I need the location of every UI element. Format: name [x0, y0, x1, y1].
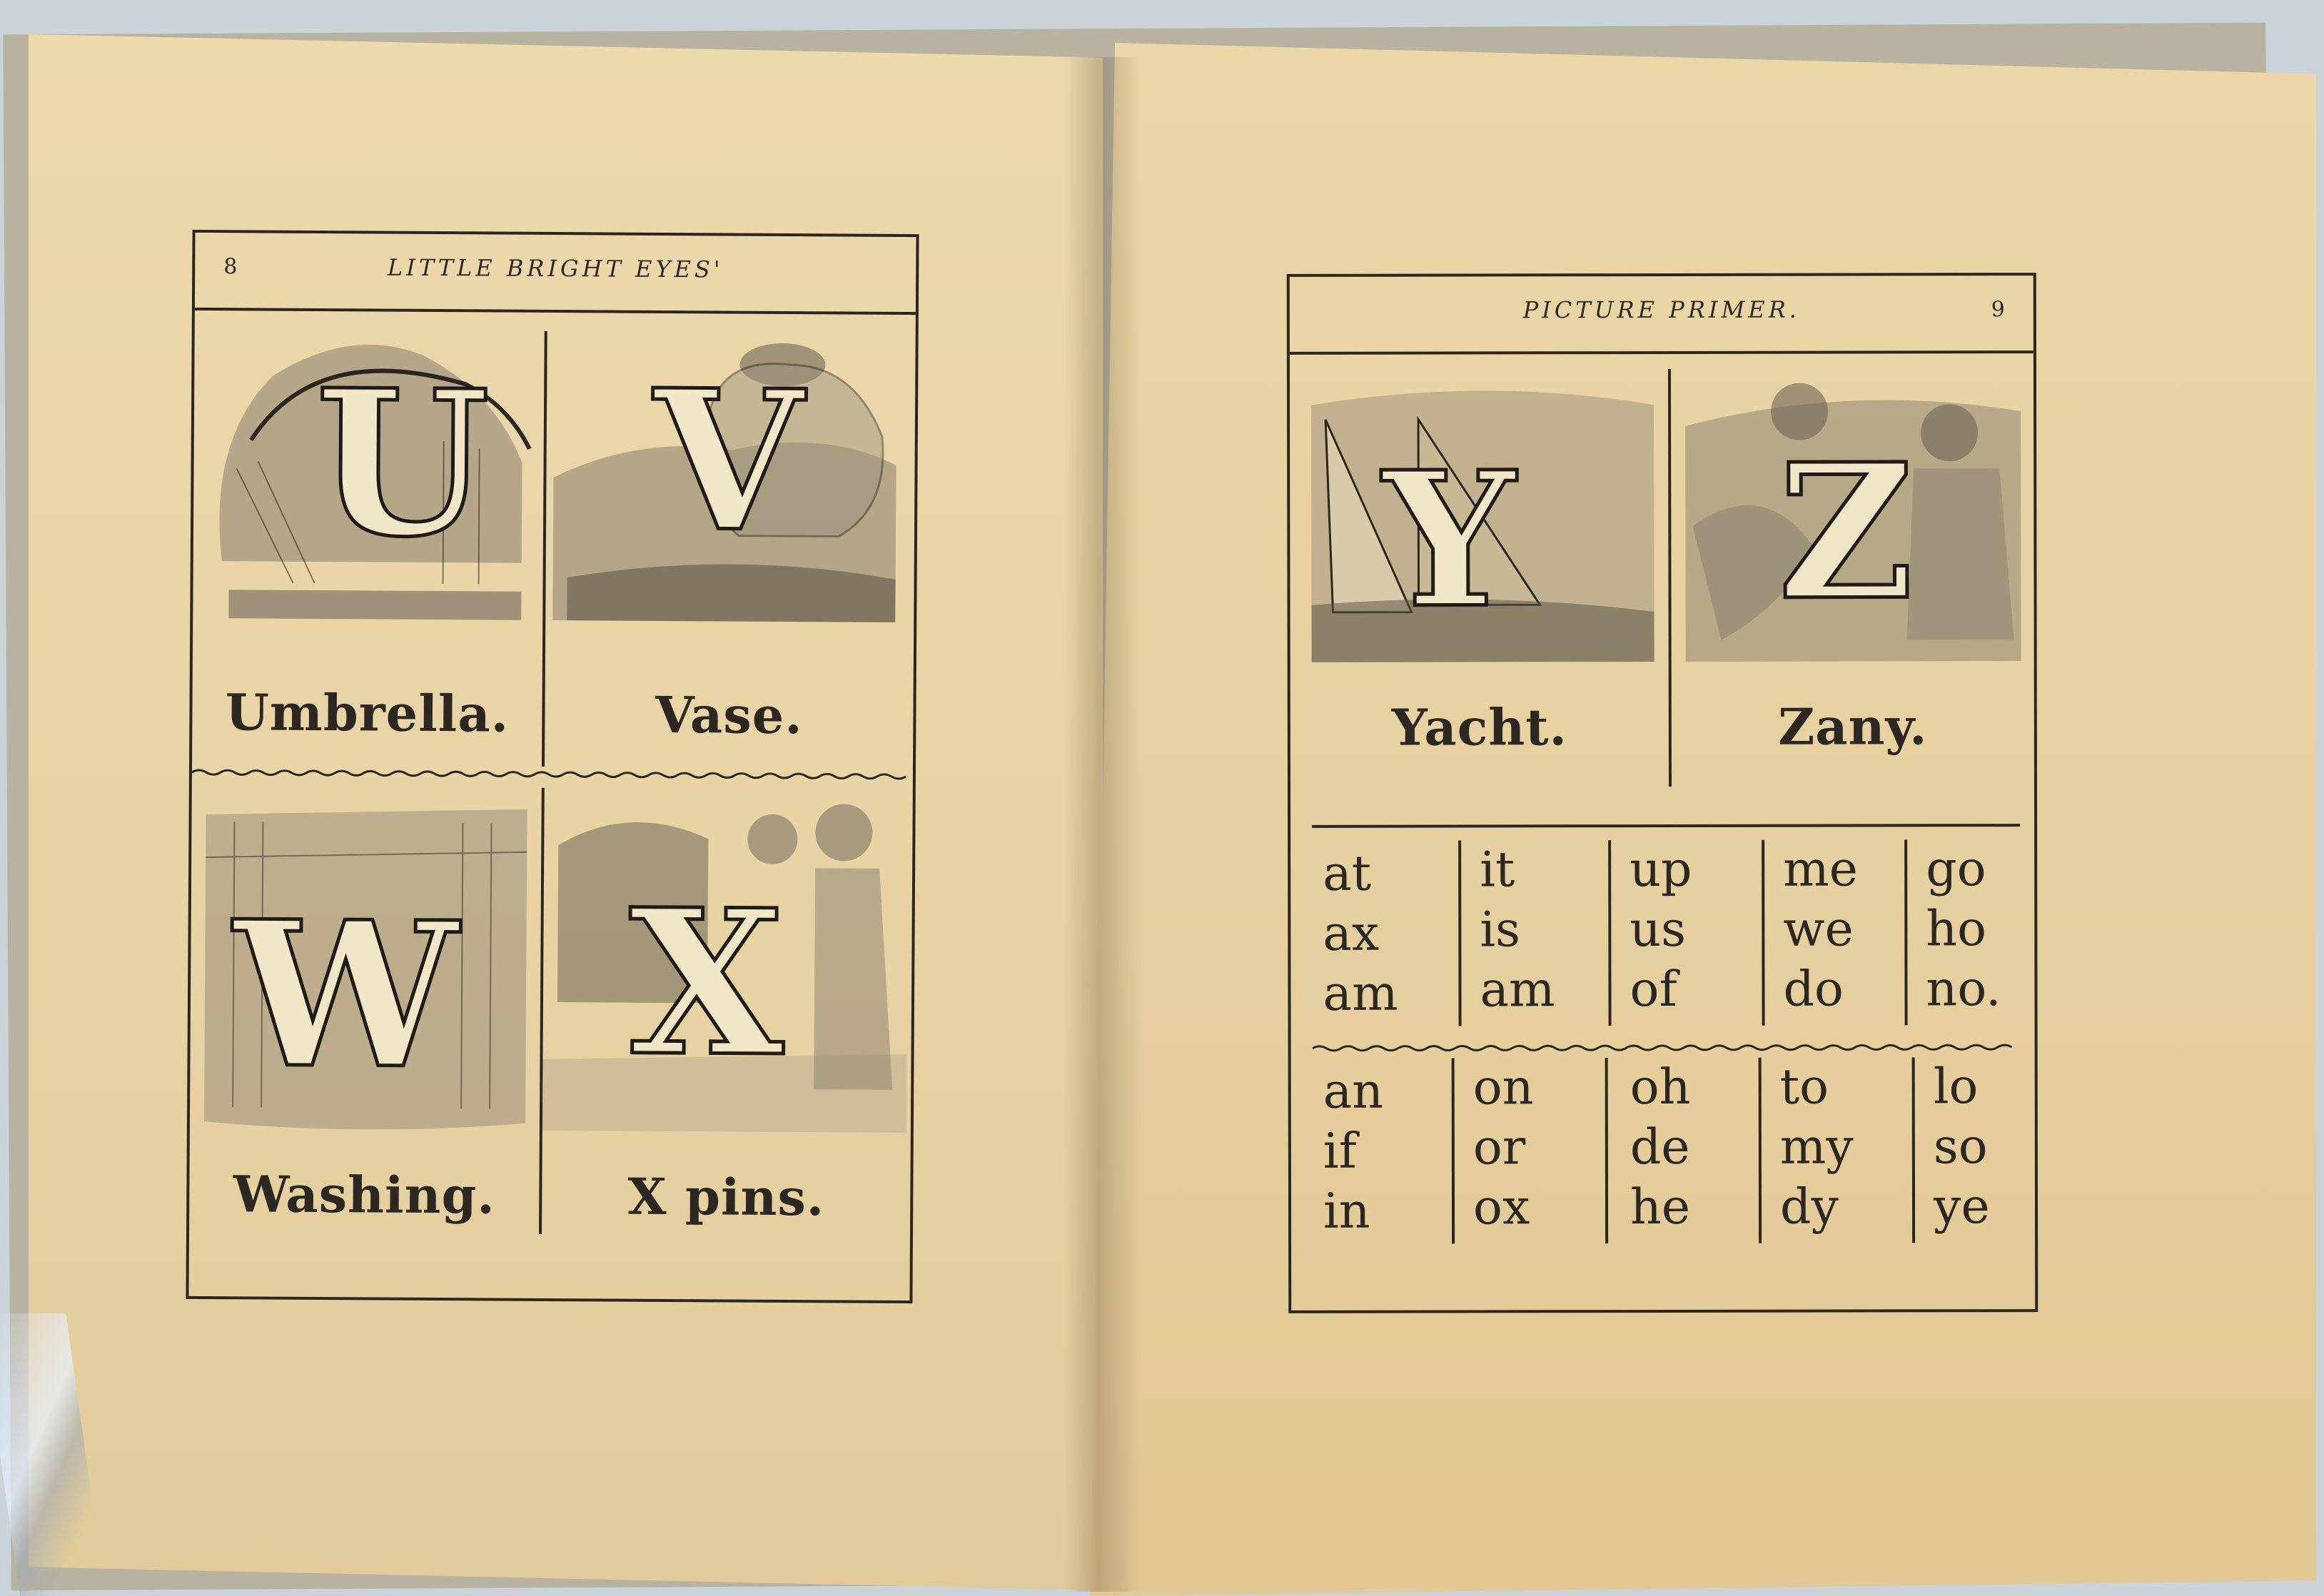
word: am	[1323, 965, 1398, 1022]
word: of	[1630, 961, 1677, 1019]
word: at	[1323, 845, 1372, 902]
letter-y: Y	[1383, 431, 1516, 650]
word: ye	[1933, 1178, 1990, 1236]
panel-v	[545, 320, 916, 772]
right-running-title: PICTURE PRIMER.	[1522, 296, 1800, 324]
word-col	[1630, 1058, 1691, 1238]
right-running-head	[1290, 276, 2034, 355]
word-col	[1323, 1062, 1384, 1242]
right-wavy-rule	[1313, 1043, 2019, 1053]
word: he	[1630, 1178, 1691, 1236]
word: to	[1779, 1059, 1829, 1116]
word: de	[1630, 1118, 1690, 1176]
x-pins-illustration	[542, 788, 909, 1154]
word-col	[1780, 1058, 1854, 1238]
left-running-title: LITTLE BRIGHT EYES'	[387, 253, 724, 283]
word: in	[1323, 1183, 1370, 1240]
word-col-divider	[1762, 840, 1764, 1026]
panel-z	[1671, 361, 2034, 790]
word: it	[1480, 842, 1515, 899]
word: if	[1323, 1123, 1357, 1180]
letter-v: V	[652, 346, 804, 575]
word: oh	[1630, 1059, 1691, 1116]
left-page-number: 8	[223, 254, 238, 280]
letter-w: W	[233, 877, 459, 1114]
caption-x-pins: X pins.	[627, 1166, 825, 1228]
word-table-bottom	[1291, 1057, 2036, 1273]
panel-y	[1290, 362, 1669, 791]
word-table-top	[1290, 839, 2035, 1055]
word-col	[1934, 1057, 1990, 1237]
vase-illustration	[552, 320, 911, 637]
right-page-number: 9	[1991, 297, 2005, 323]
word: so	[1933, 1118, 1988, 1176]
word: ox	[1472, 1179, 1530, 1236]
panel-w	[189, 786, 542, 1245]
word: on	[1472, 1059, 1534, 1116]
letter-z: Z	[1778, 423, 1914, 642]
caption-umbrella: Umbrella.	[225, 682, 510, 744]
word: me	[1783, 841, 1858, 898]
word: ho	[1926, 901, 1987, 958]
washing-illustration	[190, 793, 535, 1152]
word-col-divider	[1608, 840, 1611, 1026]
word-col	[1323, 844, 1398, 1024]
word: up	[1630, 841, 1692, 899]
word-col	[1926, 839, 2001, 1019]
word: lo	[1933, 1059, 1979, 1116]
word: we	[1783, 901, 1854, 958]
left-running-head	[195, 233, 916, 315]
zany-illustration	[1678, 368, 2029, 669]
umbrella-illustration	[207, 325, 537, 627]
word-col-divider	[1912, 1057, 1915, 1243]
word: ax	[1323, 905, 1380, 962]
word: no.	[1926, 961, 2001, 1018]
word-col	[1473, 1058, 1534, 1238]
yacht-illustration	[1304, 376, 1662, 670]
word: an	[1323, 1063, 1384, 1120]
word: do	[1783, 961, 1844, 1018]
word-col-divider	[1452, 1059, 1455, 1244]
word: my	[1779, 1118, 1854, 1176]
panel-x	[542, 788, 913, 1247]
letter-x: X	[628, 865, 785, 1101]
word: go	[1926, 841, 1986, 898]
left-print-block	[186, 230, 919, 1303]
word: us	[1630, 901, 1687, 959]
word-col	[1480, 840, 1555, 1020]
caption-yacht: Yacht.	[1391, 697, 1567, 757]
word: dy	[1779, 1178, 1839, 1236]
word-col-divider	[1605, 1058, 1608, 1243]
caption-vase: Vase.	[655, 685, 803, 746]
word: or	[1472, 1119, 1526, 1176]
word-col-divider	[1904, 839, 1907, 1025]
word-col	[1783, 840, 1858, 1020]
word: is	[1480, 901, 1521, 959]
word-col	[1630, 840, 1692, 1020]
letter-u: U	[314, 345, 490, 582]
word-col-divider	[1458, 840, 1461, 1026]
word: am	[1480, 961, 1555, 1019]
book-gutter	[1064, 57, 1142, 1592]
word-col-divider	[1759, 1058, 1762, 1243]
right-word-table-rule	[1312, 824, 2020, 828]
caption-washing: Washing.	[233, 1164, 496, 1226]
caption-zany: Zany.	[1778, 697, 1928, 757]
panel-u	[192, 318, 545, 770]
right-print-block	[1287, 273, 2038, 1313]
